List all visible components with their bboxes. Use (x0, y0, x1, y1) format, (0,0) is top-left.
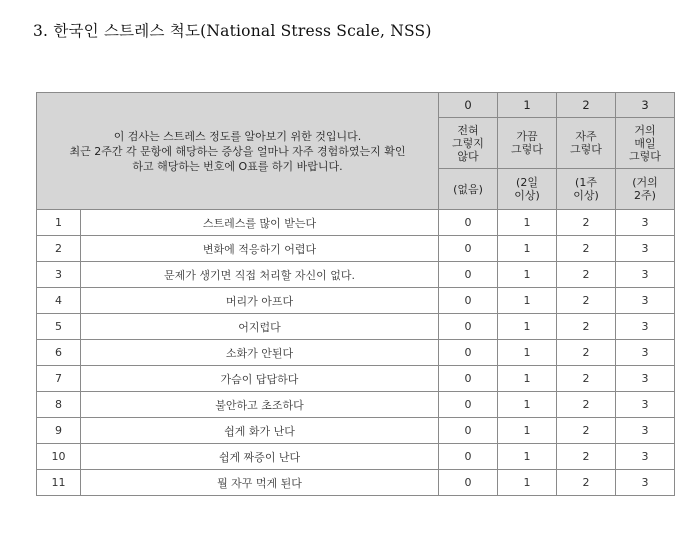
description-line: 그렇다 (629, 149, 661, 163)
table-row (37, 444, 675, 470)
table-row (37, 470, 675, 496)
score-option-2[interactable]: 2 (557, 418, 616, 444)
score-option-1[interactable]: 1 (498, 236, 557, 262)
item-text: 어지럽다 (81, 314, 439, 340)
score-option-1[interactable]: 1 (498, 418, 557, 444)
score-option-2[interactable]: 2 (557, 444, 616, 470)
score-option-3[interactable]: 3 (616, 236, 675, 262)
score-option-0[interactable]: 0 (439, 288, 498, 314)
score-option-3[interactable]: 3 (616, 210, 675, 236)
item-text: 변화에 적응하기 어렵다 (81, 236, 439, 262)
item-number: 11 (37, 470, 81, 496)
column-score-header: 3 (616, 93, 675, 118)
score-option-3[interactable]: 3 (616, 288, 675, 314)
table-row (37, 366, 675, 392)
description-line: 그렇다 (570, 143, 602, 156)
score-option-0[interactable]: 0 (439, 366, 498, 392)
column-description (498, 118, 557, 169)
item-number: 9 (37, 418, 81, 444)
description-line: 매일 (634, 136, 656, 150)
item-number: 1 (37, 210, 81, 236)
frequency-line: (없음) (453, 182, 483, 196)
item-text: 스트레스를 많이 받는다 (81, 210, 439, 236)
score-option-3[interactable]: 3 (616, 444, 675, 470)
instruction-line: 최근 2주간 각 문항에 해당하는 증상을 얼마나 자주 경험하였는지 확인 (69, 144, 406, 158)
column-description (439, 118, 498, 169)
frequency-line: (2일 (516, 176, 538, 189)
item-text: 가슴이 답답하다 (81, 366, 439, 392)
score-option-2[interactable]: 2 (557, 236, 616, 262)
score-option-2[interactable]: 2 (557, 288, 616, 314)
column-score-header: 1 (498, 93, 557, 118)
column-description (616, 118, 675, 169)
score-option-0[interactable]: 0 (439, 236, 498, 262)
table-row (37, 210, 675, 236)
item-number: 8 (37, 392, 81, 418)
score-option-0[interactable]: 0 (439, 392, 498, 418)
column-frequency (498, 169, 557, 210)
item-number: 5 (37, 314, 81, 340)
score-option-2[interactable]: 2 (557, 210, 616, 236)
column-frequency (557, 169, 616, 210)
score-option-1[interactable]: 1 (498, 470, 557, 496)
column-score-header: 0 (439, 93, 498, 118)
stress-scale-table (36, 92, 675, 496)
score-option-3[interactable]: 3 (616, 314, 675, 340)
description-line: 그렇다 (511, 143, 543, 156)
table-row (37, 392, 675, 418)
item-text: 머리가 아프다 (81, 288, 439, 314)
item-text: 불안하고 초조하다 (81, 392, 439, 418)
score-option-2[interactable]: 2 (557, 470, 616, 496)
item-number: 10 (37, 444, 81, 470)
score-option-0[interactable]: 0 (439, 314, 498, 340)
document-title: 3. 한국인 스트레스 척도(National Stress Scale, NSS) (33, 22, 432, 40)
score-option-3[interactable]: 3 (616, 418, 675, 444)
column-description (557, 118, 616, 169)
table-row (37, 340, 675, 366)
description-line: 전혀 (457, 123, 479, 137)
score-option-0[interactable]: 0 (439, 262, 498, 288)
column-score-header: 2 (557, 93, 616, 118)
item-number: 4 (37, 288, 81, 314)
item-number: 7 (37, 366, 81, 392)
score-option-2[interactable]: 2 (557, 366, 616, 392)
table-row (37, 262, 675, 288)
item-number: 2 (37, 236, 81, 262)
score-option-1[interactable]: 1 (498, 314, 557, 340)
description-line: 거의 (634, 123, 656, 137)
item-text: 뭘 자꾸 먹게 된다 (81, 470, 439, 496)
table-row (37, 288, 675, 314)
description-line: 않다 (457, 149, 479, 163)
score-option-2[interactable]: 2 (557, 314, 616, 340)
score-option-1[interactable]: 1 (498, 288, 557, 314)
score-option-3[interactable]: 3 (616, 366, 675, 392)
score-option-1[interactable]: 1 (498, 392, 557, 418)
score-option-1[interactable]: 1 (498, 444, 557, 470)
frequency-line: 이상) (573, 189, 599, 202)
description-line: 가끔 (516, 130, 538, 143)
instruction-line: 하고 해당하는 번호에 O표를 하기 바랍니다. (132, 159, 343, 173)
score-option-1[interactable]: 1 (498, 210, 557, 236)
item-number: 3 (37, 262, 81, 288)
items-body (37, 210, 675, 496)
table-row (37, 418, 675, 444)
item-text: 소화가 안된다 (81, 340, 439, 366)
score-option-0[interactable]: 0 (439, 444, 498, 470)
frequency-line: (거의 (632, 176, 658, 189)
frequency-line: 2주) (634, 189, 656, 202)
item-text: 쉽게 짜증이 난다 (81, 444, 439, 470)
score-option-1[interactable]: 1 (498, 262, 557, 288)
frequency-line: (1주 (575, 176, 597, 189)
score-option-0[interactable]: 0 (439, 418, 498, 444)
score-option-1[interactable]: 1 (498, 366, 557, 392)
instructions-cell (37, 93, 439, 210)
score-option-3[interactable]: 3 (616, 262, 675, 288)
score-option-0[interactable]: 0 (439, 340, 498, 366)
table-row (37, 236, 675, 262)
score-option-3[interactable]: 3 (616, 470, 675, 496)
score-option-3[interactable]: 3 (616, 392, 675, 418)
description-line: 그렇지 (452, 136, 484, 150)
description-line: 자주 (575, 130, 597, 143)
score-option-2[interactable]: 2 (557, 392, 616, 418)
frequency-line: 이상) (514, 189, 540, 202)
score-option-3[interactable]: 3 (616, 340, 675, 366)
table-row (37, 314, 675, 340)
column-frequency (439, 169, 498, 210)
score-option-1[interactable]: 1 (498, 340, 557, 366)
column-frequency (616, 169, 675, 210)
score-option-0[interactable]: 0 (439, 470, 498, 496)
score-option-2[interactable]: 2 (557, 340, 616, 366)
item-text: 문제가 생기면 직접 처리할 자신이 없다. (81, 262, 439, 288)
score-option-0[interactable]: 0 (439, 210, 498, 236)
item-number: 6 (37, 340, 81, 366)
score-option-2[interactable]: 2 (557, 262, 616, 288)
item-text: 쉽게 화가 난다 (81, 418, 439, 444)
instruction-line: 이 검사는 스트레스 정도를 알아보기 위한 것입니다. (113, 129, 362, 143)
